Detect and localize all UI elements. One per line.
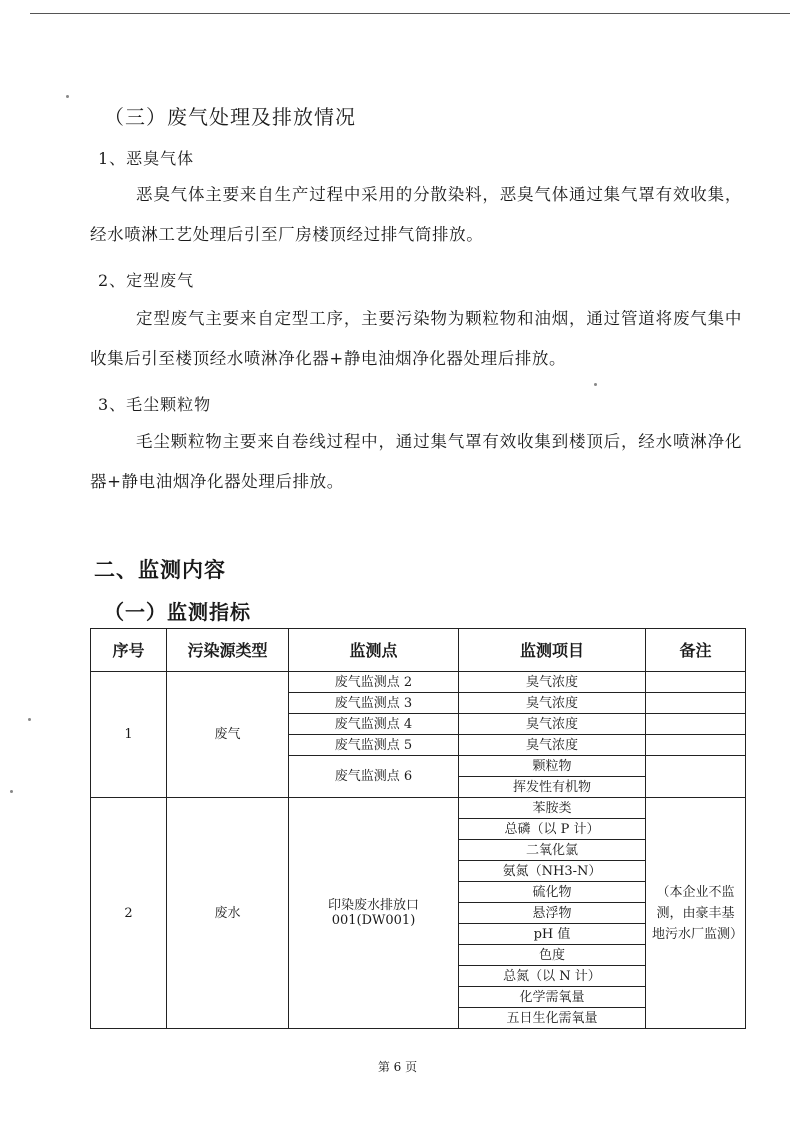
note-cell (646, 672, 746, 693)
serial-cell: 1 (91, 672, 167, 798)
monitoring-item-cell: 氨氮（NH3-N） (459, 861, 646, 882)
source-type-cell: 废水 (167, 798, 289, 1029)
monitoring-item-cell: 颗粒物 (459, 756, 646, 777)
monitoring-item-cell: 苯胺类 (459, 798, 646, 819)
monitoring-table (90, 628, 746, 1029)
monitoring-item-cell: pH 值 (459, 924, 646, 945)
item-heading: 3、毛尘颗粒物 (98, 395, 212, 414)
section-heading: 二、监测内容 (94, 558, 226, 582)
page-number: 第 6 页 (377, 1060, 418, 1074)
monitoring-item-cell: 化学需氧量 (459, 987, 646, 1008)
monitoring-item-cell: 总氮（以 N 计） (459, 966, 646, 987)
monitoring-item-cell: 臭气浓度 (459, 672, 646, 693)
monitoring-point-cell: 印染废水排放口 001(DW001) (289, 798, 459, 1029)
table-row (91, 798, 746, 819)
header-cell: 序号 (91, 629, 167, 672)
monitoring-item-cell: 臭气浓度 (459, 693, 646, 714)
item-paragraph: 毛尘颗粒物主要来自卷线过程中，通过集气罩有效收集到楼顶后，经水喷淋净化器+静电油烟净化器处理后排放。 (90, 432, 742, 491)
header-cell: 监测项目 (459, 629, 646, 672)
table-row (91, 672, 746, 693)
monitoring-item-cell: 二氧化氯 (459, 840, 646, 861)
scan-speck (28, 718, 31, 721)
item-paragraph: 定型废气主要来自定型工序，主要污染物为颗粒物和油烟，通过管道将废气集中收集后引至楼顶经水喷淋净化器+静电油烟净化器处理后排放。 (90, 309, 742, 368)
monitoring-point-cell: 废气监测点 4 (289, 714, 459, 735)
monitoring-item-cell: 色度 (459, 945, 646, 966)
note-cell (646, 735, 746, 756)
monitoring-item-cell: 挥发性有机物 (459, 777, 646, 798)
note-cell: （本企业不监测，由豪丰基地污水厂监测） (646, 798, 746, 1029)
item-heading: 1、恶臭气体 (98, 149, 195, 168)
note-cell (646, 756, 746, 798)
serial-cell: 2 (91, 798, 167, 1029)
note-cell (646, 693, 746, 714)
note-cell (646, 714, 746, 735)
monitoring-point-cell: 废气监测点 2 (289, 672, 459, 693)
header-cell: 污染源类型 (167, 629, 289, 672)
monitoring-item-cell: 总磷（以 P 计） (459, 819, 646, 840)
header-rule (30, 13, 790, 14)
item-paragraph: 恶臭气体主要来自生产过程中采用的分散染料，恶臭气体通过集气罩有效收集，经水喷淋工艺处理后引至厂房楼顶经过排气筒排放。 (90, 185, 742, 244)
monitoring-item-cell: 臭气浓度 (459, 735, 646, 756)
subsection-heading: （一）监测指标 (104, 600, 251, 624)
monitoring-item-cell: 悬浮物 (459, 903, 646, 924)
monitoring-point-cell: 废气监测点 5 (289, 735, 459, 756)
scan-speck (594, 383, 597, 386)
monitoring-point-cell: 废气监测点 6 (289, 756, 459, 798)
source-type-cell: 废气 (167, 672, 289, 798)
table-header-row (91, 629, 746, 672)
section-heading: （三）废气处理及排放情况 (104, 105, 356, 129)
header-cell: 监测点 (289, 629, 459, 672)
scan-speck (10, 790, 13, 793)
monitoring-item-cell: 硫化物 (459, 882, 646, 903)
scan-speck (66, 95, 69, 98)
monitoring-point-cell: 废气监测点 3 (289, 693, 459, 714)
monitoring-item-cell: 五日生化需氧量 (459, 1008, 646, 1029)
item-heading: 2、定型废气 (98, 271, 195, 290)
header-cell: 备注 (646, 629, 746, 672)
monitoring-item-cell: 臭气浓度 (459, 714, 646, 735)
